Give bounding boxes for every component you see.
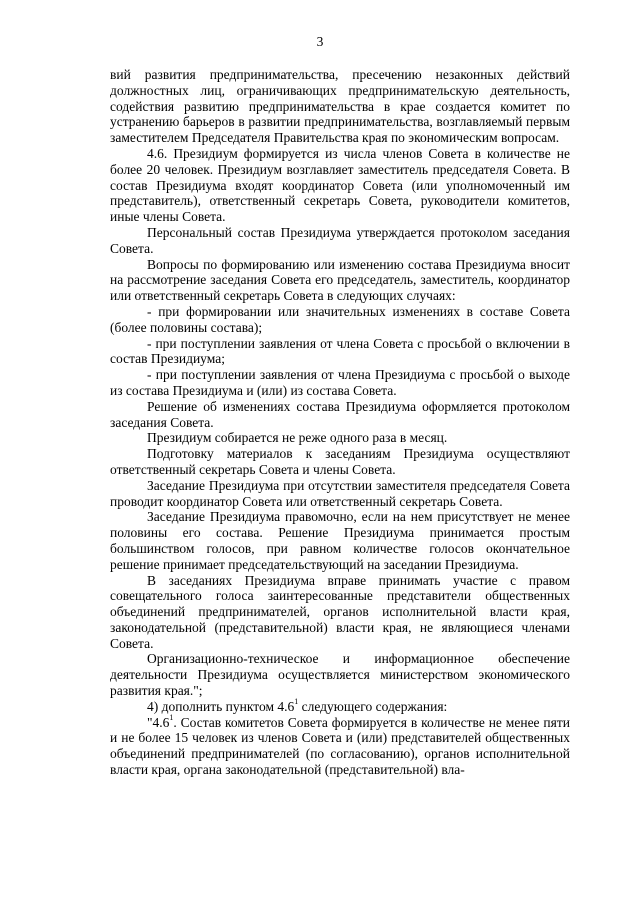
paragraph-item-4-6-1	[110, 715, 570, 778]
paragraph: В заседаниях Президиума вправе принимать участие с правом совещательного голоса заинтересованные представители общественных объединений предпринимателей, органов исполнительной власти края, законодательной (представительной) власти края, не являющиеся членами Совета.	[110, 572, 570, 651]
paragraph: Организационно-техническое и информационное обеспечение деятельности Президиума осуществляется министерством экономического развития края.";	[110, 651, 570, 699]
item-4-6-1-text-end: . Состав комитетов Совета формируется в количестве не менее пяти и не более 15 человек из членов Совета и (или) представителей общественных объединений предпринимателей (по согласованию), органов исполнительной власти края, органа законодательной (представительной) вла-	[110, 714, 570, 778]
item-4-6-1-superscript: 1	[169, 713, 174, 723]
document-body	[110, 67, 570, 778]
paragraph: Президиум собирается не реже одного раза в месяц.	[147, 430, 448, 446]
paragraph: - при поступлении заявления от члена Президиума с просьбой о выходе из состава Президиума и (или) из состава Совета.	[110, 367, 570, 398]
item-4-6-1-text: "4.6	[147, 714, 170, 730]
item-4-superscript: 1	[294, 697, 299, 707]
paragraph: - при формировании или значительных изменениях в составе Совета (более половины состава);	[110, 303, 570, 335]
item-4-text: 4) дополнить пунктом 4.6	[147, 698, 295, 714]
page-number: 3	[316, 34, 324, 49]
paragraph: Заседание Президиума правомочно, если на нем присутствует не менее половины его состава. Решение Президиума принимается простым большинством голосов, при равном количестве голосов окончательное решение принимает председательствующий на заседании Президиума.	[110, 509, 570, 572]
paragraph: Решение об изменениях состава Президиума оформляется протоколом заседания Совета.	[110, 398, 570, 430]
paragraph: Подготовку материалов к заседаниям Президиума осуществляют ответственный секретарь Совета и члены Совета.	[110, 446, 570, 477]
paragraph: вий развития предпринимательства, пресечению незаконных действий должностных лиц, ограничивающих предпринимательскую деятельность, содействия развитию предпринимательства в крае создается комитет по устранению барьеров в развитии предпринимательства, возглавляемый первым заместителем Председателя Правительства края по экономическим вопросам.	[110, 67, 570, 146]
paragraph: Заседание Президиума при отсутствии заместителя председателя Совета проводит координатор Совета или ответственный секретарь Совета.	[110, 477, 570, 509]
paragraph: Вопросы по формированию или изменению состава Президиума вносит на рассмотрение заседания Совета его председатель, заместитель, координатор или ответственный секретарь Совета в следующих случаях:	[110, 256, 570, 304]
item-4-text-end: следующего содержания:	[298, 698, 448, 714]
paragraph-item-4	[110, 699, 570, 715]
paragraph: - при поступлении заявления от члена Совета с просьбой о включении в состав Президиума;	[110, 335, 570, 367]
paragraph: 4.6. Президиум формируется из числа членов Совета в количестве не более 20 человек. Президиум возглавляет заместитель председателя Совета. В состав Президиума входят координатор Совета (или уполномоченный им представитель), ответственный секретарь Совета, руководители комитетов, иные члены Совета.	[110, 145, 570, 225]
paragraph: Персональный состав Президиума утверждается протоколом заседания Совета.	[110, 224, 570, 256]
